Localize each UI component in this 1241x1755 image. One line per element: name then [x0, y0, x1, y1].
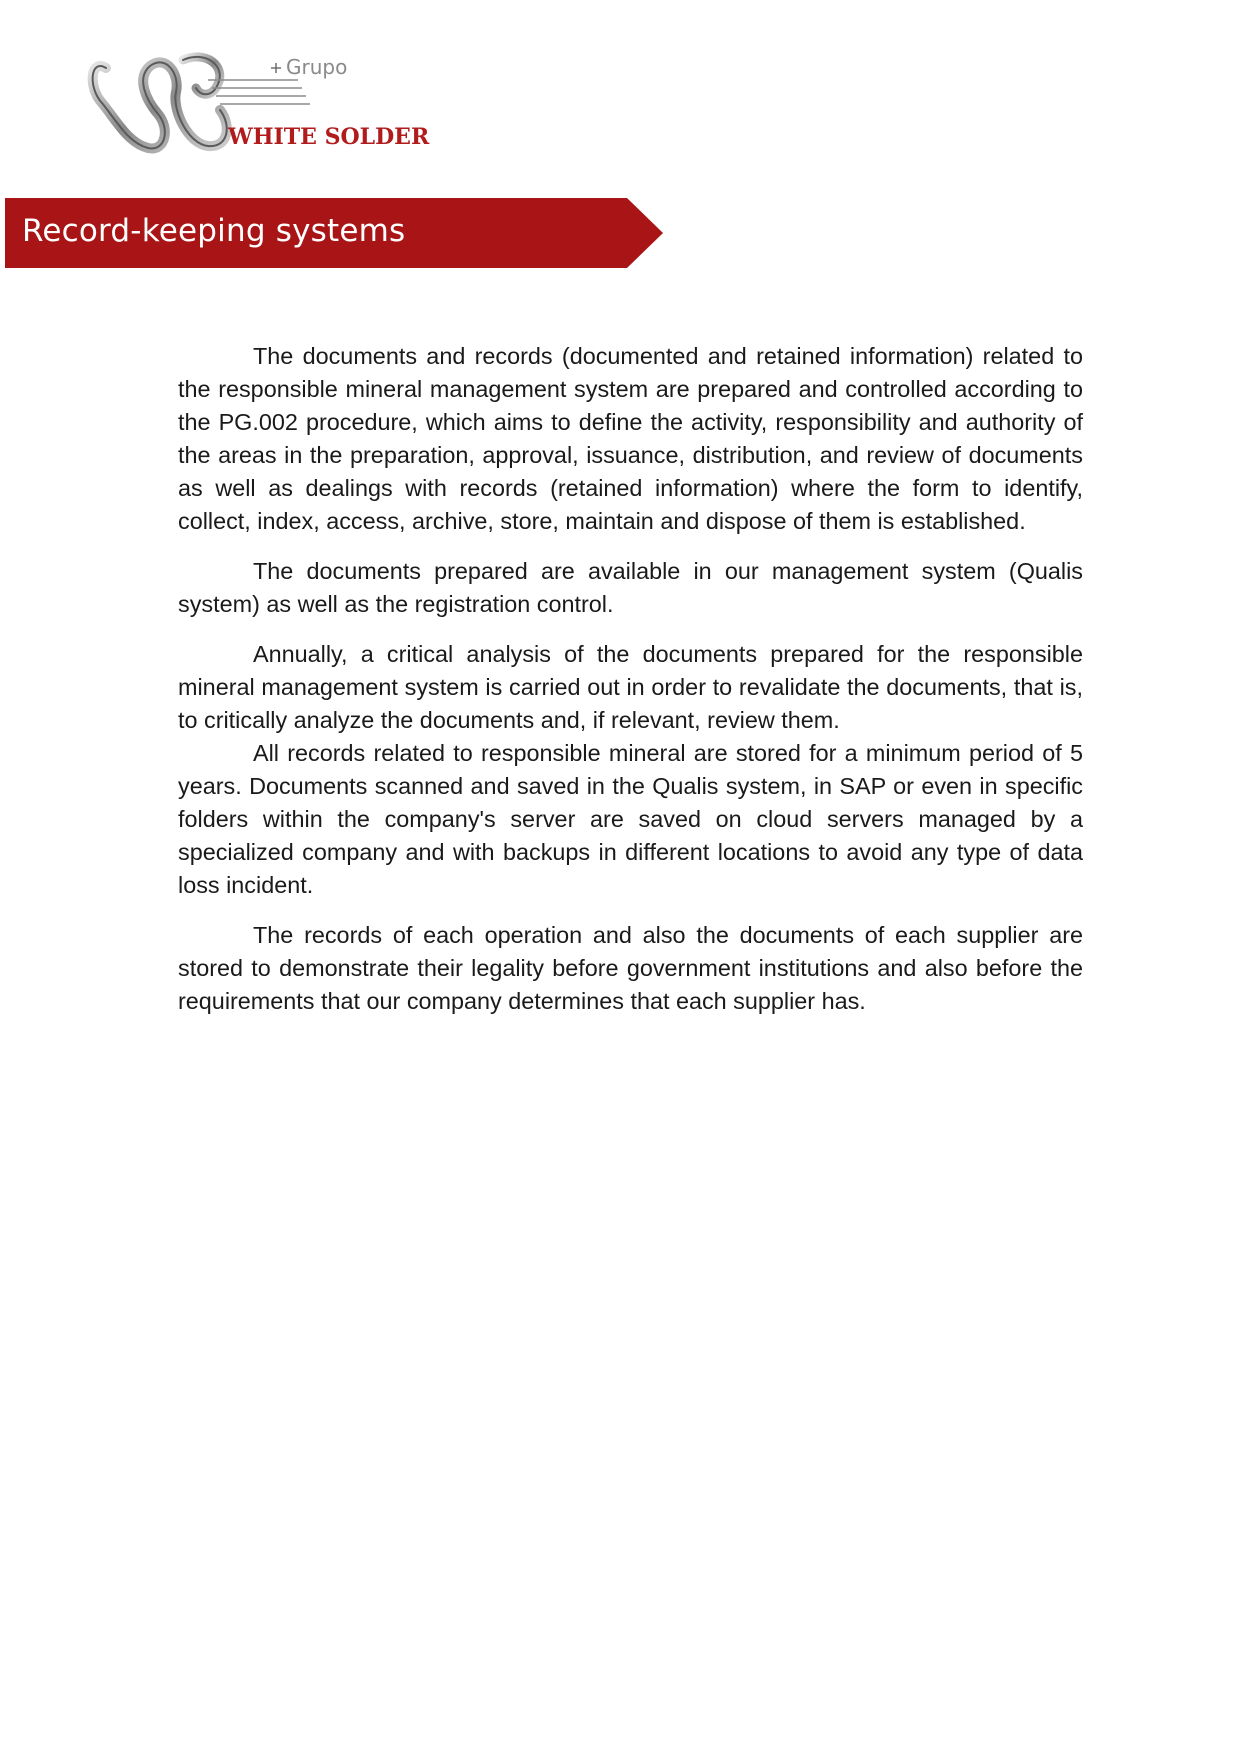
section-banner [5, 198, 663, 268]
body-paragraph: Annually, a critical analysis of the documents prepared for the responsible mineral management system is carried out in order to revalidate the documents, that is, to critically analyze the documents and, if relevant, review them. [178, 641, 1083, 733]
white-solder-logo-icon [88, 48, 430, 163]
logo-group-text: Grupo [286, 55, 348, 79]
body-paragraph: The documents and records (documented and retained information) related to the responsible mineral management system are prepared and controlled according to the PG.002 procedure, which aims to define the activity, responsibility and authority of the areas in the preparation, approval, issuance, distribution, and review of documents as well as dealings with records (retained information) where the form to identify, collect, index, access, archive, store, maintain and dispose of them is established. [178, 343, 1083, 534]
page-title: Record-keeping systems [22, 213, 406, 249]
logo-brand-text: WHITE SOLDER [228, 124, 430, 150]
document-body [178, 340, 1083, 1018]
company-logo [88, 48, 430, 163]
body-paragraph: All records related to responsible mineral are stored for a minimum period of 5 years. Documents scanned and saved in the Qualis system, in SAP or even in specific folders within the company's server are saved on cloud servers managed by a specialized company and with backups in different locations to avoid any type of data loss incident. [178, 740, 1083, 898]
body-paragraph: The records of each operation and also the documents of each supplier are stored to demonstrate their legality before government institutions and also before the requirements that our company determines that each supplier has. [178, 922, 1083, 1014]
body-paragraph: The documents prepared are available in our management system (Qualis system) as well as the registration control. [178, 558, 1083, 617]
